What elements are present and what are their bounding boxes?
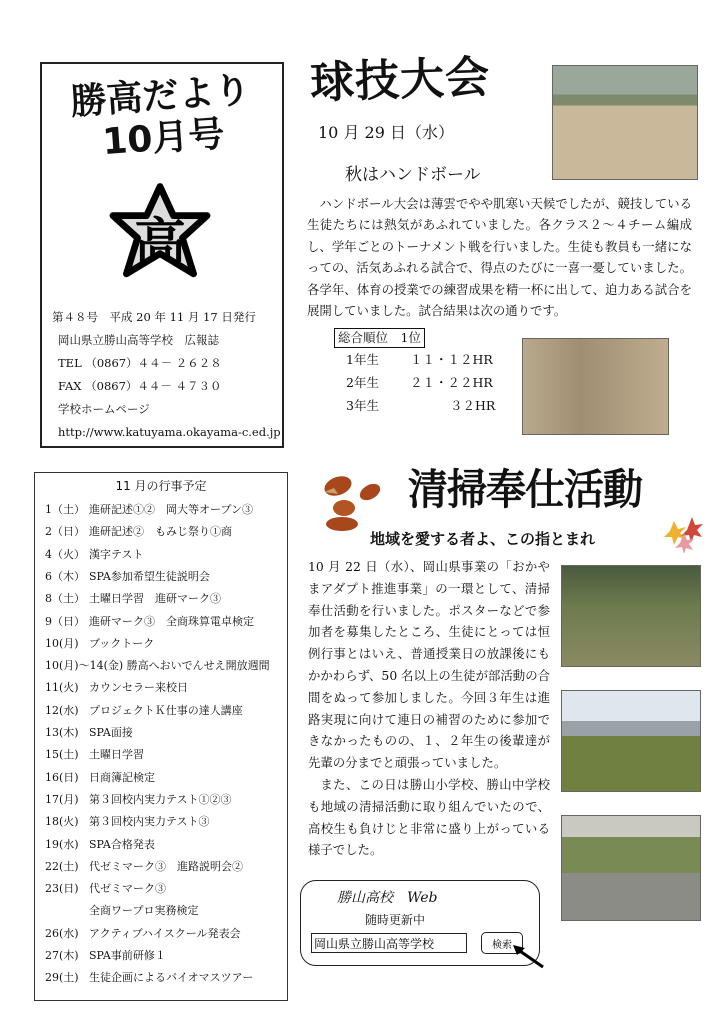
masthead-box [40, 62, 284, 448]
cleaning-subtitle: 地域を愛する者よ、この指とまれ [370, 530, 596, 548]
schedule-event: SPA事前研修１ [89, 949, 166, 962]
schedule-row [45, 546, 144, 562]
schedule-row [45, 657, 270, 673]
schedule-row [45, 902, 198, 918]
search-input[interactable] [311, 933, 467, 953]
title-line1: 勝高だより [69, 69, 252, 124]
schedule-event: 進研マーク③ 全商珠算電卓検定 [89, 614, 254, 628]
schedule-date: 23(日) [45, 882, 79, 896]
web-search-box [300, 880, 540, 966]
schedule-row [45, 947, 166, 963]
schedule-date: 9（日） [45, 614, 85, 628]
result-row: 1年生 １１・１２HR [346, 352, 493, 367]
acorn-icon [318, 470, 386, 532]
cleaning-photo-3 [561, 815, 701, 921]
schedule-event: SPA合格発表 [89, 837, 155, 851]
schedule-date: 15(土) [45, 748, 79, 762]
schedule-date: 4（火） [45, 547, 85, 561]
schedule-event: 日商簿記検定 [89, 770, 155, 784]
schedule-row [45, 769, 155, 785]
schedule-date: 6（木） [45, 569, 85, 583]
schedule-date: 13(木) [45, 726, 79, 739]
search-button[interactable]: 検索 [481, 932, 523, 954]
schedule-date: 17(月) [45, 792, 79, 806]
schedule-event: 代ゼミマーク③ [89, 882, 166, 896]
schedule-row [45, 679, 188, 695]
schedule-date: 22(土) [45, 859, 79, 873]
schedule-date: 16(日) [45, 770, 79, 784]
schedule-row [45, 724, 133, 740]
autumn-leaves-icon [664, 513, 706, 553]
schedule-row [45, 523, 232, 539]
schedule-event: 進研記述② もみじ祭り①商 [89, 525, 232, 539]
schedule-date: 29(土) [45, 971, 79, 985]
svg-text:高: 高 [134, 213, 186, 274]
schedule-date: 11(火) [45, 681, 79, 695]
schedule-row [45, 858, 243, 874]
schedule-date: 18(火) [45, 815, 79, 829]
schedule-row [45, 880, 166, 896]
schedule-date: 8（土） [45, 592, 85, 606]
schedule-row [45, 635, 154, 651]
cleaning-paragraph-1: 10 月 22 日（水）、岡山県事業の「おかやまアダプト推進事業」の一環として、清掃奉仕活動を行いました。ポスターなどで参加者を募集したところ、生徒にとっては恒例行事とはいえ、普通授業日の放課後にもかかわらず、50 名以上の生徒が部活動の合間をぬって参加しました。今回３年生は進路実現に向けて連日の補習のために参加できなかったものの、１、２年生の後輩達が先輩の分までと頑張っていました。 [308, 559, 550, 771]
ball-games-date: 10 月 29 日（水） [318, 123, 454, 142]
schedule-event: 第３回校内実力テスト①②③ [89, 792, 232, 806]
schedule-date: 2（日） [45, 525, 85, 539]
schedule-row [45, 791, 232, 807]
schedule-date: 19(水) [45, 837, 79, 851]
schedule-event: 生徒企画によるバイオマスツアー [89, 971, 254, 985]
web-status: 随時更新中 [365, 913, 426, 927]
ball-games-subtitle: 秋はハンドボール [345, 165, 481, 185]
publication-info [52, 306, 281, 444]
schedule-row [45, 613, 254, 629]
cursor-arrow-icon [511, 943, 545, 969]
schedule-event: 代ゼミマーク③ 進路説明会② [89, 859, 243, 873]
publisher-line: 岡山県立勝山高等学校 広報誌 [58, 333, 219, 347]
schedule-date: 26(水) [45, 926, 79, 940]
cleaning-article [308, 556, 550, 861]
schedule-date: 27(木) [45, 949, 79, 962]
schedule-event: カウンセラー来校日 [89, 681, 188, 695]
result-row: 3年生 ３２HR [346, 398, 496, 413]
schedule-row [45, 590, 221, 606]
ball-games-heading: 球技大会 [309, 51, 491, 110]
title-line2: 10月号 [101, 113, 226, 164]
schedule-event: ブックトーク [89, 636, 155, 650]
homepage-label: 学校ホームページ [58, 402, 150, 416]
cleaning-paragraph-2: また、この日は勝山小学校、勝山中学校も地域の清掃活動に取り組んでいたので、高校生も負けじと非常に盛り上がっている様子でした。 [308, 776, 550, 858]
schedule-row [45, 568, 210, 584]
schedule-title: 11 月の行事予定 [115, 479, 207, 493]
schedule-row [45, 702, 243, 718]
handball-photo [552, 65, 698, 180]
schedule-event: 全商ワープロ実務検定 [89, 904, 199, 918]
schedule-event: SPA参加希望生徒説明会 [89, 569, 210, 583]
schedule-event: 漢字テスト [89, 547, 144, 561]
schedule-event: SPA面接 [89, 726, 133, 739]
schedule-event: 土曜日学習 [89, 748, 144, 762]
homepage-link[interactable]: http://www.katuyama.okayama-c.ed.jp [58, 425, 281, 439]
handball-match-photo [522, 338, 669, 435]
schedule-date: 10(月) [45, 636, 79, 650]
schedule-row [45, 813, 210, 829]
schedule-box [34, 472, 288, 1001]
newsletter-title [39, 68, 284, 169]
result-row: 2年生 ２１・２２HR [346, 375, 493, 390]
fax-line: FAX （0867）４４－ ４７３０ [58, 379, 222, 393]
schedule-row [45, 746, 144, 762]
schedule-event: 進研記述①② 岡大等オープン③ [89, 503, 254, 516]
cleaning-photo-2 [561, 690, 701, 792]
schedule-row [45, 836, 155, 852]
schedule-date: 1（土） [45, 503, 85, 516]
schedule-date: 12(水) [45, 703, 79, 717]
schedule-row [45, 925, 241, 941]
schedule-event: 第３回校内実力テスト③ [89, 815, 210, 829]
schedule-event: アクティブハイスクール発表会 [89, 926, 241, 940]
overall-rank-label: 総合順位 1位 [334, 328, 425, 348]
tel-line: TEL （0867）４４－ ２６２８ [58, 356, 222, 370]
ball-games-article: ハンドボール大会は薄雲でやや肌寒い天候でしたが、競技している生徒たちには熱気があふれていました。各クラス２～４チーム編成し、学年ごとのトーナメント戦を行いました。生徒も教員も一緒になっての、活気あふれる試合で、得点のたびに一喜一憂していました。各学年、体育の授業での練習成果を精一杯に出して、迫力ある試合を展開していました。試合結果は次の通りです。 [307, 196, 692, 319]
issue-line: 第４８号 平成 20 年 11 月 17 日発行 [52, 310, 256, 324]
cleaning-heading: 清掃奉仕活動 [408, 466, 642, 515]
web-title: 勝山高校 Web [337, 890, 438, 906]
schedule-event: 土曜日学習 進研マーク③ [89, 592, 221, 606]
schedule-row [45, 501, 253, 517]
schedule-row [45, 969, 253, 985]
school-emblem-icon [104, 182, 216, 294]
schedule-event: 10(月)～14(金) 勝高へおいでんせえ開放週間 [45, 659, 270, 673]
schedule-event: プロジェクトＫ仕事の達人講座 [89, 703, 243, 717]
cleaning-photo-1 [561, 565, 701, 667]
